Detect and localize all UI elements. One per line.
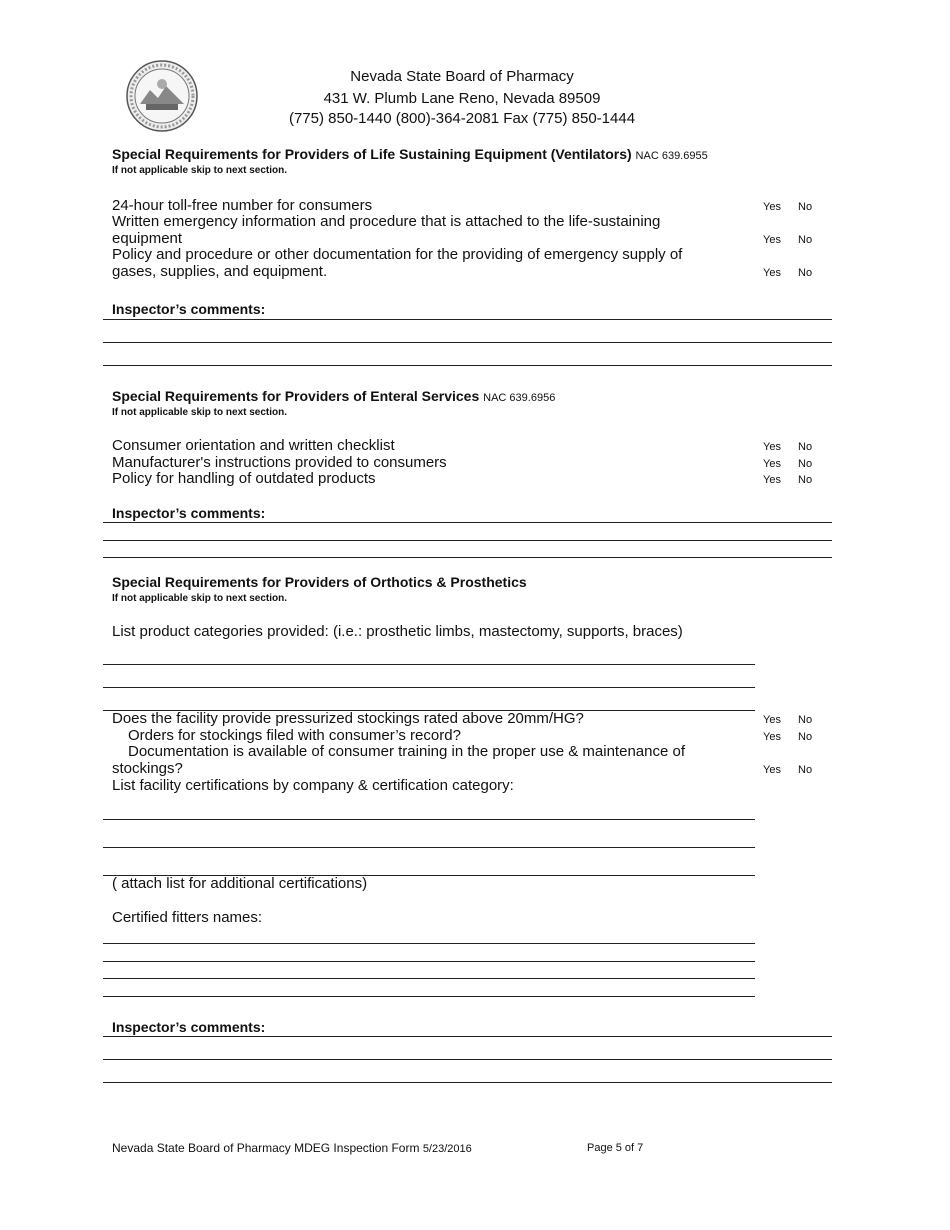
yes-option[interactable]: Yes xyxy=(763,714,781,726)
no-option[interactable]: No xyxy=(798,731,813,743)
answer-line[interactable] xyxy=(103,819,755,820)
question-emergency-supply-cont: gases, supplies, and equipment. xyxy=(112,263,328,280)
comment-line[interactable] xyxy=(103,1059,832,1060)
answer-line[interactable] xyxy=(103,978,755,979)
skip-note: If not applicable skip to next section. xyxy=(112,165,288,176)
no-option[interactable]: No xyxy=(798,201,813,213)
answer-line[interactable] xyxy=(103,996,755,997)
footer-form-title: Nevada State Board of Pharmacy MDEG Inspection Form xyxy=(112,1141,420,1155)
yes-option[interactable]: Yes xyxy=(763,441,781,453)
no-option[interactable]: No xyxy=(798,474,813,486)
question-consumer-training-cont: stockings? xyxy=(112,760,183,777)
yes-option[interactable]: Yes xyxy=(763,267,781,279)
product-categories-prompt: List product categories provided: (i.e.: prosthetic limbs, mastectomy, supports, braces) xyxy=(112,623,683,640)
comment-line[interactable] xyxy=(103,1082,832,1083)
answer-line[interactable] xyxy=(103,961,755,962)
yes-option[interactable]: Yes xyxy=(763,731,781,743)
section-orthotics-heading: Special Requirements for Providers of Orthotics & Prosthetics xyxy=(112,574,527,590)
nac-reference: NAC 639.6955 xyxy=(635,150,708,162)
nac-reference: NAC 639.6956 xyxy=(483,392,556,404)
certifications-prompt: List facility certifications by company & certification category: xyxy=(112,777,514,794)
no-option[interactable]: No xyxy=(798,267,813,279)
question-consumer-orientation: Consumer orientation and written checklist xyxy=(112,437,395,454)
no-option[interactable]: No xyxy=(798,441,813,453)
inspector-comments-label: Inspector’s comments: xyxy=(112,301,266,317)
no-option[interactable]: No xyxy=(798,714,813,726)
question-consumer-training: Documentation is available of consumer training in the proper use & maintenance of xyxy=(128,743,685,760)
footer-form-name xyxy=(112,1141,472,1155)
question-stocking-orders: Orders for stockings filed with consumer’s record? xyxy=(128,727,461,744)
skip-note: If not applicable skip to next section. xyxy=(112,407,288,418)
yes-option[interactable]: Yes xyxy=(763,234,781,246)
question-emergency-supply: Policy and procedure or other documentation for the providing of emergency supply of xyxy=(112,246,683,263)
page-number: Page 5 of 7 xyxy=(587,1142,644,1154)
section-title: Special Requirements for Providers of Life Sustaining Equipment (Ventilators) xyxy=(112,146,632,162)
comment-line[interactable] xyxy=(103,319,832,320)
yes-option[interactable]: Yes xyxy=(763,201,781,213)
footer-date: 5/23/2016 xyxy=(422,1143,472,1155)
answer-line[interactable] xyxy=(103,847,755,848)
section-ventilators-heading xyxy=(112,146,708,162)
attach-list-note: ( attach list for additional certifications) xyxy=(112,875,368,892)
question-manufacturer-instructions: Manufacturer's instructions provided to consumers xyxy=(112,454,447,471)
no-option[interactable]: No xyxy=(798,764,813,776)
question-outdated-products: Policy for handling of outdated products xyxy=(112,470,376,487)
board-phones: (775) 850-1440 (800)-364-2081 Fax (775) 850-1444 xyxy=(288,110,636,127)
yes-option[interactable]: Yes xyxy=(763,458,781,470)
question-emergency-info: Written emergency information and procedure that is attached to the life-sustaining xyxy=(112,213,661,230)
certified-fitters-label: Certified fitters names: xyxy=(112,909,263,926)
question-pressurized-stockings: Does the facility provide pressurized stockings rated above 20mm/HG? xyxy=(112,710,584,727)
comment-line[interactable] xyxy=(103,522,832,523)
answer-line[interactable] xyxy=(103,687,755,688)
board-address: 431 W. Plumb Lane Reno, Nevada 89509 xyxy=(323,90,601,107)
answer-line[interactable] xyxy=(103,664,755,665)
board-name: Nevada State Board of Pharmacy xyxy=(350,68,574,85)
comment-line[interactable] xyxy=(103,540,832,541)
yes-option[interactable]: Yes xyxy=(763,764,781,776)
comment-line[interactable] xyxy=(103,365,832,366)
section-title: Special Requirements for Providers of Enteral Services xyxy=(112,388,480,404)
answer-line[interactable] xyxy=(103,943,755,944)
question-emergency-info-cont: equipment xyxy=(112,230,183,247)
skip-note: If not applicable skip to next section. xyxy=(112,593,288,604)
comment-line[interactable] xyxy=(103,342,832,343)
inspector-comments-label: Inspector’s comments: xyxy=(112,1019,266,1035)
yes-option[interactable]: Yes xyxy=(763,474,781,486)
question-toll-free: 24-hour toll-free number for consumers xyxy=(112,197,373,214)
inspector-comments-label: Inspector’s comments: xyxy=(112,505,266,521)
section-enteral-heading xyxy=(112,388,555,404)
no-option[interactable]: No xyxy=(798,234,813,246)
comment-line[interactable] xyxy=(103,1036,832,1037)
no-option[interactable]: No xyxy=(798,458,813,470)
comment-line[interactable] xyxy=(103,557,832,558)
